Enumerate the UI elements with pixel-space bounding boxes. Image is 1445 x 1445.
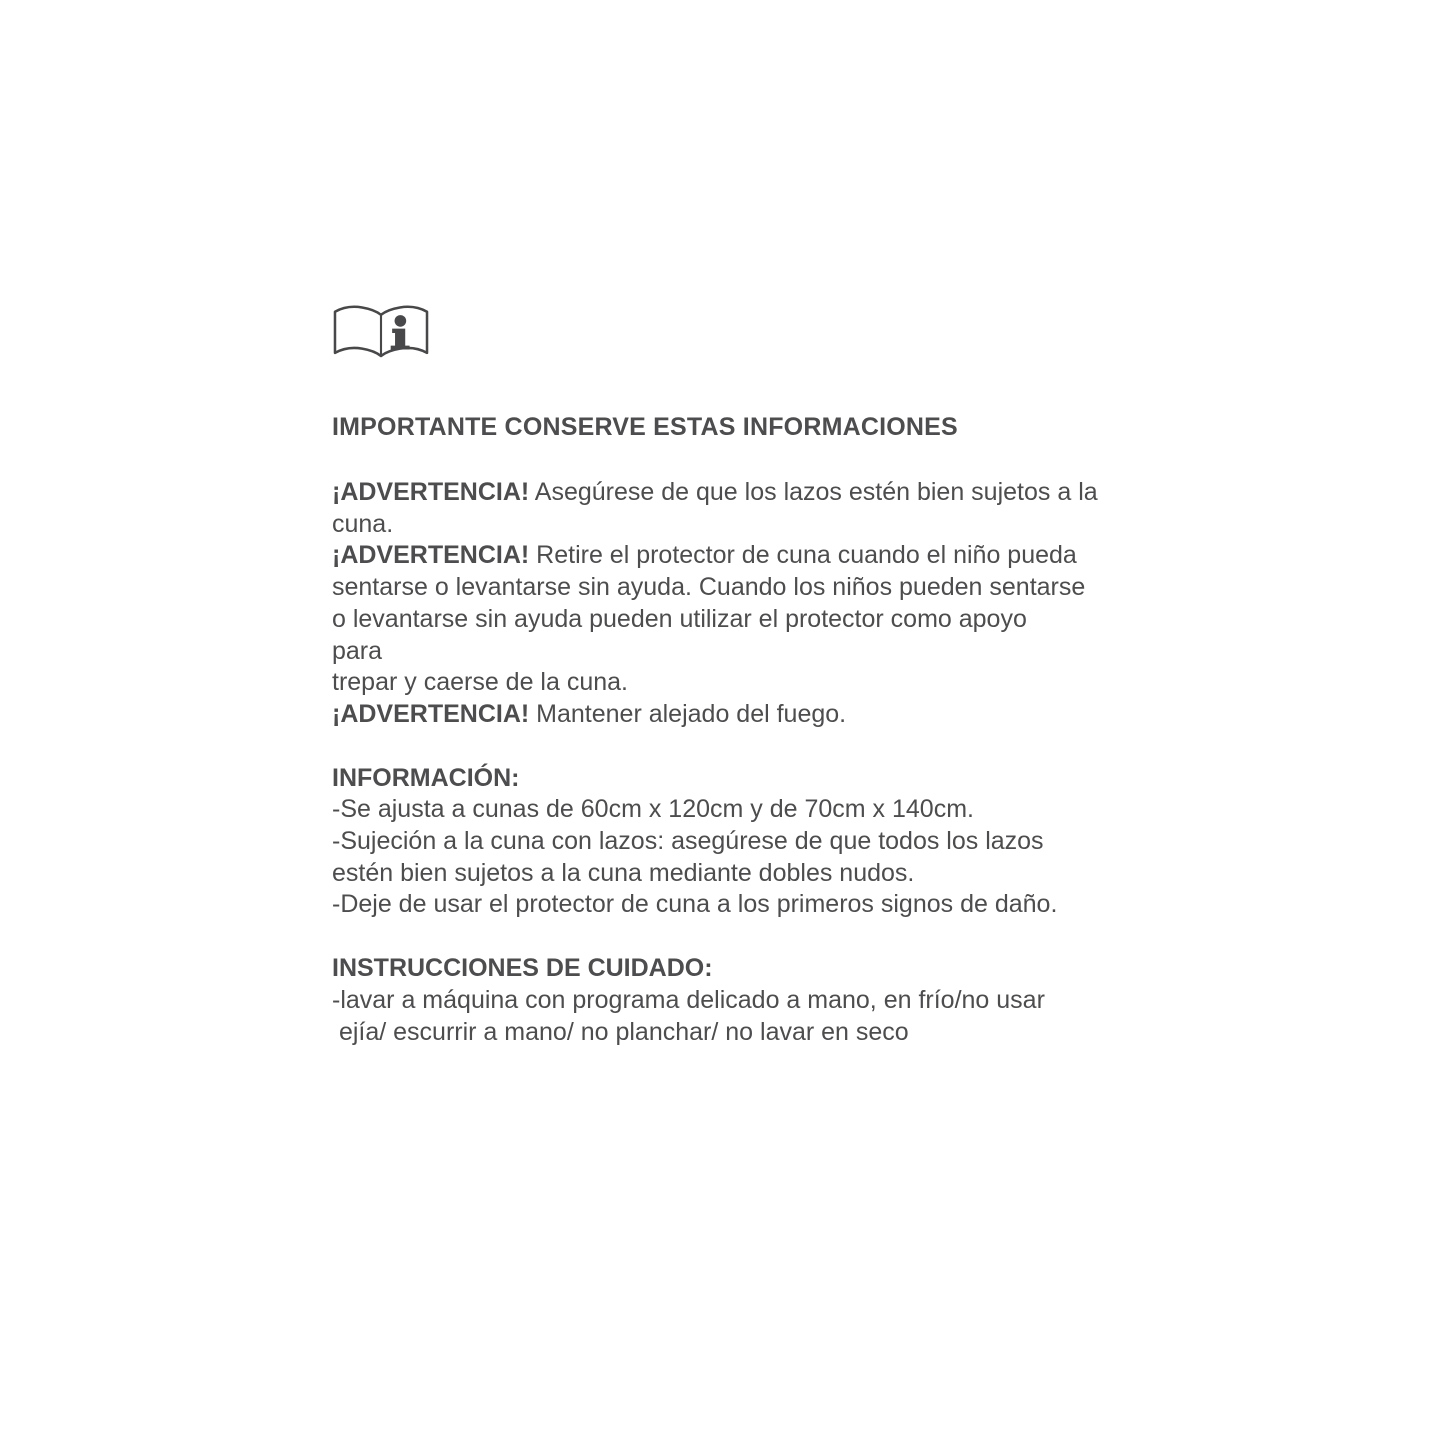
warning-text: Retire el protector de cuna cuando el niño pueda xyxy=(529,541,1077,570)
info-stem xyxy=(391,329,410,350)
warning-line xyxy=(332,540,1192,572)
section-gap xyxy=(332,921,1192,953)
warning-line: trepar y caerse de la cuna. xyxy=(332,668,628,697)
instruction-content xyxy=(332,303,1192,1048)
section-gap xyxy=(332,731,1192,763)
info-line: estén bien sujetos a la cuna mediante dobles nudos. xyxy=(332,858,915,887)
warning-text: Asegúrese de que los lazos estén bien sujetos a la xyxy=(529,478,1098,506)
warning-label: ¡ADVERTENCIA! xyxy=(332,478,530,506)
care-line: ejía/ escurrir a mano/ no planchar/ no lavar en seco xyxy=(332,1017,909,1046)
warning-label: ¡ADVERTENCIA! xyxy=(332,541,530,570)
warning-line: cuna. xyxy=(332,509,394,538)
consult-instructions-icon xyxy=(332,303,1192,365)
section-heading-cuidado: INSTRUCCIONES DE CUIDADO: xyxy=(332,954,713,983)
info-line: -Sujeción a la cuna con lazos: asegúrese de que todos los lazos xyxy=(332,827,1044,856)
info-line: -Deje de usar el protector de cuna a los primeros signos de daño. xyxy=(332,890,1058,919)
section-cuidado xyxy=(332,953,1192,1048)
warning-line: para xyxy=(332,636,383,665)
warning-line xyxy=(332,699,1192,731)
warning-text: Mantener alejado del fuego. xyxy=(529,699,847,728)
warning-line xyxy=(332,477,1192,509)
care-line: -lavar a máquina con programa delicado a mano, en frío/no usar xyxy=(332,985,1045,1014)
page-title: IMPORTANTE CONSERVE ESTAS INFORMACIONES xyxy=(332,413,958,441)
warning-line: o levantarse sin ayuda pueden utilizar el protector como apoyo xyxy=(332,604,1027,633)
info-dot xyxy=(395,315,407,327)
warning-line: sentarse o levantarse sin ayuda. Cuando los niños pueden sentarse xyxy=(332,573,1086,602)
info-line: -Se ajusta a cunas de 60cm x 120cm y de 70cm x 140cm. xyxy=(332,795,974,824)
warnings-paragraph xyxy=(332,477,1192,731)
section-informacion xyxy=(332,763,1192,922)
section-heading-informacion: INFORMACIÓN: xyxy=(332,763,520,792)
warning-label: ¡ADVERTENCIA! xyxy=(332,699,530,728)
